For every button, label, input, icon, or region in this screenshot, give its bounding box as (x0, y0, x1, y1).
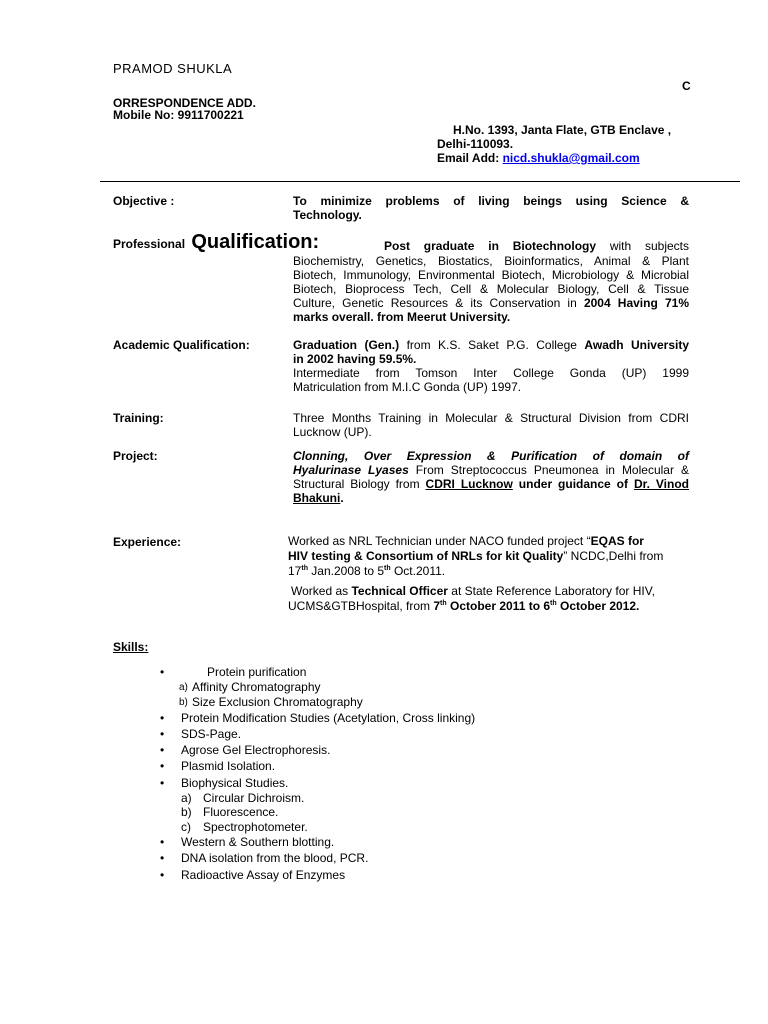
professional-line-2: Biochemistry, Genetics, Biostatics, Bioinformatics, Animal & Plant (293, 254, 689, 268)
professional-lead-line: Post graduate in Biotechnology with subjects (384, 239, 689, 253)
bullet: • (160, 665, 165, 679)
address-line-2: Delhi-110093. (437, 137, 514, 151)
skills-heading: Skills: (113, 640, 149, 654)
experience-para-1 (288, 534, 688, 579)
experience-p1-line-1: Worked as NRL Technician under NACO funded project “EQAS for (288, 534, 644, 548)
email-link[interactable]: nicd.shukla@gmail.com (502, 151, 640, 165)
header-divider (100, 181, 740, 182)
email-label: Email Add: (437, 151, 503, 165)
correspondence-label: ORRESPONDENCE ADD. (113, 96, 256, 110)
academic-label: Academic Qualification: (113, 338, 250, 352)
experience-p1-line-2: HIV testing & Consortium of NRLs for kit Quality” NCDC,Delhi from (288, 549, 664, 563)
experience-p2-line-2: UCMS&GTBHospital, from 7th October 2011 to 6th October 2012. (288, 599, 640, 613)
objective-label: Objective : (113, 194, 175, 208)
bullet: • (160, 851, 165, 865)
academic-inter-line: Intermediate from Tomson Inter College Gonda (UP) 1999 (293, 366, 689, 380)
professional-label (113, 231, 319, 254)
professional-line-6: marks overall. from Meerut University. (293, 310, 511, 324)
training-line-1: Three Months Training in Molecular & Structural Division from CDRI (293, 411, 689, 425)
objective-text (293, 194, 689, 222)
training-label: Training: (113, 411, 164, 425)
professional-line-5: Culture, Genetic Resources & its Conservation in 2004 Having 71% (293, 296, 689, 310)
project-line-3: Structural Biology from CDRI Lucknow under guidance of Dr. Vinod (293, 477, 690, 491)
experience-p1-line-3: 17th Jan.2008 to 5th Oct.2011. (288, 564, 446, 578)
training-line-2: Lucknow (UP). (293, 425, 372, 439)
academic-matric-line: Matriculation from M.I.C Gonda (UP) 1997. (293, 380, 522, 394)
c-letter: C (682, 79, 691, 93)
mobile-number: Mobile No: 9911700221 (113, 108, 244, 122)
academic-grad-line: Graduation (Gen.) from K.S. Saket P.G. College Awadh University (293, 338, 690, 352)
training-text (293, 411, 689, 439)
professional-subjects (293, 254, 689, 324)
experience-para-2 (288, 584, 688, 614)
project-text (293, 449, 689, 505)
project-line-2: Hyalurinase Lyases From Streptococcus Pneumonea in Molecular & (293, 463, 689, 477)
professional-label-big: Qualification: (191, 231, 320, 253)
academic-grad-line-2: in 2002 having 59.5%. (293, 352, 417, 366)
professional-lead (384, 239, 689, 253)
professional-label-small: Professional (113, 237, 186, 251)
bullet: • (160, 711, 165, 725)
project-line-4: Bhakuni. (293, 491, 344, 505)
experience-label: Experience: (113, 535, 182, 549)
email-line (437, 151, 640, 165)
bullet: • (160, 776, 165, 790)
project-line-1: Clonning, Over Expression & Purification of domain of (293, 449, 689, 463)
professional-line-3: Biotech, Immunology, Environmental Biotech, Microbiology & Microbial (293, 268, 689, 282)
bullet: • (160, 727, 165, 741)
address-line-1: H.No. 1393, Janta Flate, GTB Enclave , (453, 123, 672, 137)
academic-text (293, 338, 689, 394)
project-label: Project: (113, 449, 158, 463)
bullet: • (160, 743, 165, 757)
objective-line-2: Technology. (293, 208, 362, 222)
bullet: • (160, 868, 165, 882)
experience-p2-line-1: Worked as Technical Officer at State Reference Laboratory for HIV, (291, 584, 655, 598)
objective-line-1: To minimize problems of living beings using Science & (293, 194, 689, 208)
resume-name: PRAMOD SHUKLA (113, 61, 233, 76)
bullet: • (160, 835, 165, 849)
bullet: • (160, 759, 165, 773)
professional-line-4: Biotech, Bioprocess Tech, Cell & Molecular Biology, Cell & Tissue (293, 282, 689, 296)
